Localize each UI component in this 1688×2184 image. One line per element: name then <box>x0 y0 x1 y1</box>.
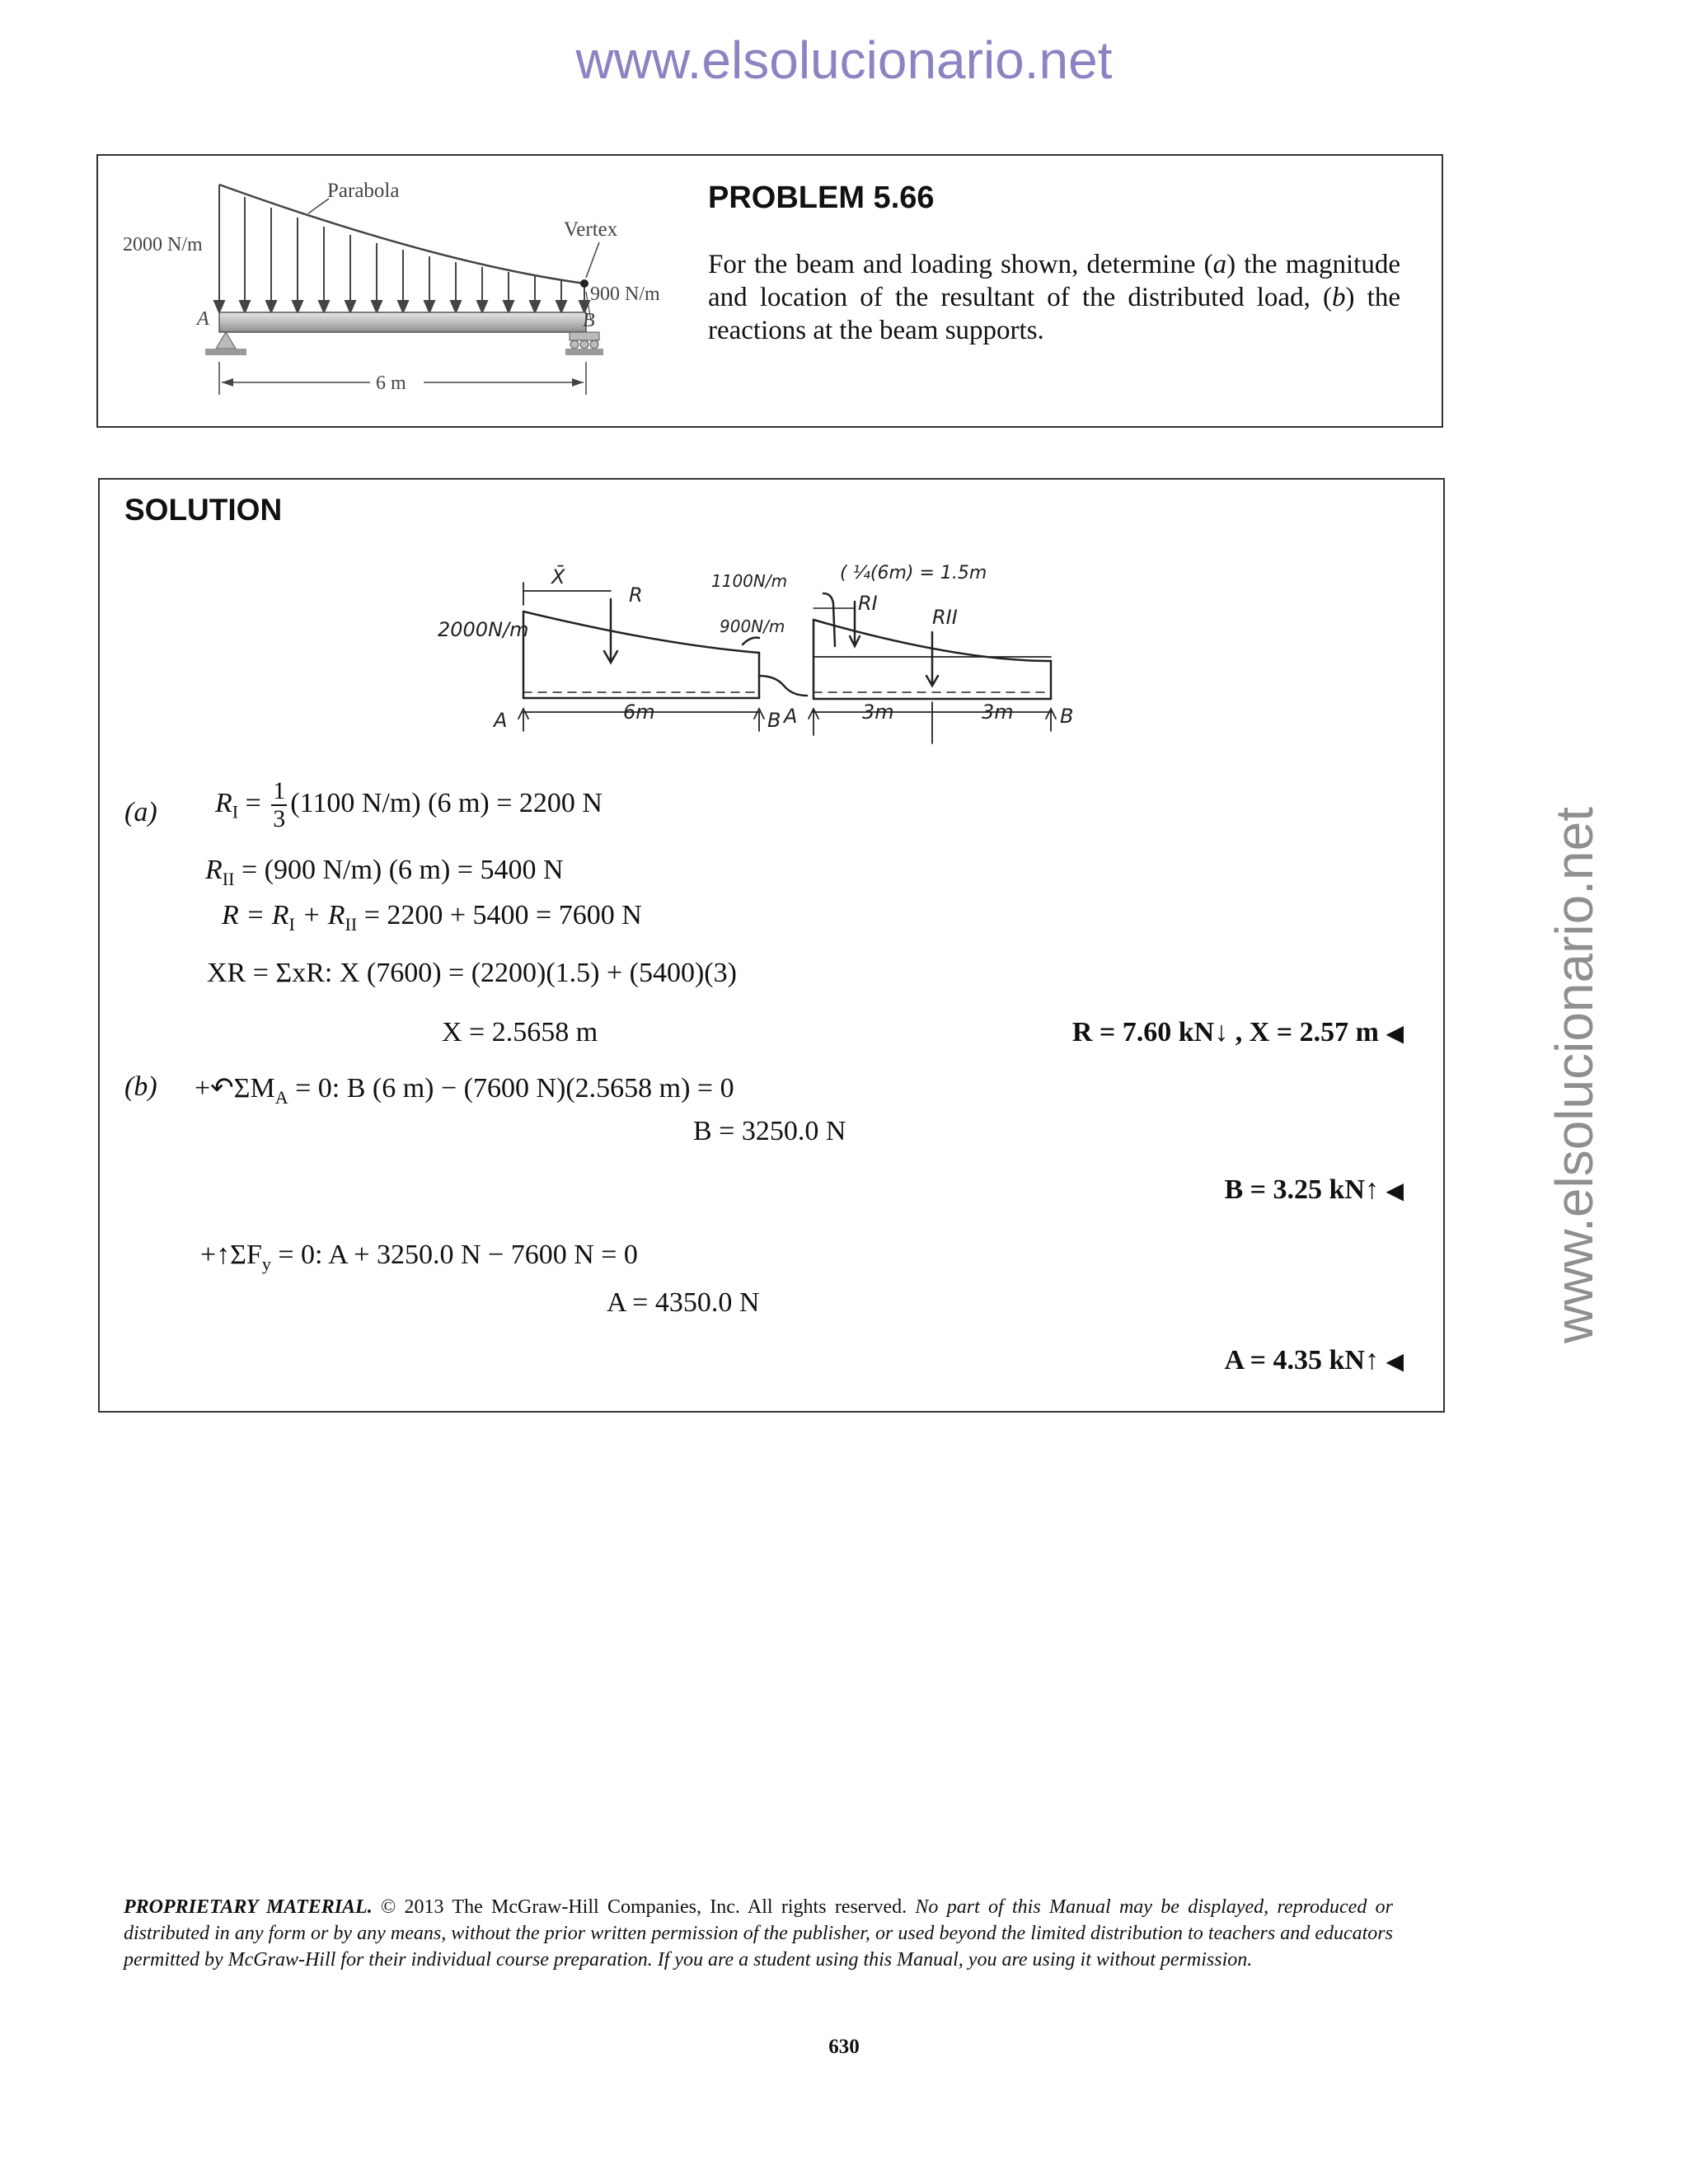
copyright-footer: PROPRIETARY MATERIAL. © 2013 The McGraw-Hill Companies, Inc. All rights reserved. No part of this Manual may be displayed, reproduced or distributed in any form or by any means, without the prior written permission of the publisher, or used beyond the limited distribution to teachers and educators permitted by McGraw-Hill for their individual course preparation. If you are a student using this Manual, you are using it without permission. <box>124 1896 1393 1971</box>
eq-xr: XR = ΣxR: X (7600) = (2200)(1.5) + (5400)(3) <box>207 958 737 988</box>
sketch-half2: 3m <box>982 701 1014 724</box>
beam-figure <box>98 156 692 419</box>
eq-b: B = 3250.0 N <box>693 1116 846 1146</box>
problem-title: PROBLEM 5.66 <box>708 180 935 215</box>
load-right-label: 900 N/m <box>590 284 660 305</box>
eq-sum-fy: $+↑\Sigma F_y = 0$: A + 3250.0 N − 7600 N = 0 <box>200 1240 638 1274</box>
span-label: 6 m <box>376 373 406 394</box>
sketch-span: 6m <box>623 701 655 724</box>
support-a-label: A <box>197 308 209 330</box>
sketch-quarter-note: ( ¼(6m) = 1.5m <box>840 563 987 583</box>
sketch-r1: RI <box>858 592 878 615</box>
eq-r2: $R_{II} = (900$ N/m) (6 m) = 5400 N <box>205 855 564 889</box>
problem-statement: For the beam and loading shown, determine (a) the magnitude and location of the resultant of the distributed load, (b) the reactions at the beam supports. <box>708 250 1400 345</box>
sketch-a-right: A <box>784 705 798 728</box>
sketch-b-left: B <box>767 709 781 732</box>
answer-marker-icon: ◀ <box>1386 1349 1404 1375</box>
answer-r: R = 7.60 kN↓ , X = 2.57 m ◀ <box>1071 1017 1404 1047</box>
sketch-xbar: X̄ <box>551 565 565 588</box>
sketch-load-1100: 1100N/m <box>711 571 788 591</box>
sketch-load-left: 2000N/m <box>438 618 529 641</box>
watermark-side: www.elsolucionario.net <box>1545 807 1604 1343</box>
solution-sketch <box>413 554 1155 768</box>
sketch-r: R <box>629 583 643 607</box>
answer-a: A = 4.35 kN↑ ◀ <box>1224 1345 1404 1376</box>
sketch-a-left: A <box>494 709 508 732</box>
page-number: 630 <box>828 2036 860 2058</box>
sketch-r2: RII <box>932 606 958 629</box>
solution-title: SOLUTION <box>124 493 283 527</box>
eq-r1: $R_I$ = $\frac{1}{3}$ (1100 N/m) (6 m) = 2200 N <box>215 777 603 832</box>
answer-marker-icon: ◀ <box>1386 1021 1404 1047</box>
part-b-label: (b) <box>124 1071 157 1102</box>
eq-moment-a: $+↶\Sigma M_A = 0$: B (6 m) − (7600 N)(2.5658 m) = 0 <box>195 1073 734 1108</box>
eq-a: A = 4350.0 N <box>607 1287 760 1318</box>
sketch-load-900: 900N/m <box>720 616 785 636</box>
part-a-label: (a) <box>124 797 157 827</box>
watermark-top: www.elsolucionario.net <box>575 30 1113 90</box>
parabola-label: Parabola <box>327 180 400 202</box>
eq-x: X = 2.5658 m <box>442 1017 598 1047</box>
problem-box <box>96 154 1443 428</box>
sketch-half1: 3m <box>862 701 894 724</box>
answer-marker-icon: ◀ <box>1386 1179 1404 1204</box>
support-b-label: B <box>583 310 595 331</box>
answer-b: B = 3.25 kN↑ ◀ <box>1224 1174 1404 1205</box>
eq-r-total: $R = R_I + R_{II} = 2200 + 5400 = 7600$ N <box>222 900 642 935</box>
sketch-b-right: B <box>1060 705 1074 728</box>
load-left-label: 2000 N/m <box>123 234 203 255</box>
solution-box <box>98 478 1445 1413</box>
vertex-label: Vertex <box>564 218 618 241</box>
